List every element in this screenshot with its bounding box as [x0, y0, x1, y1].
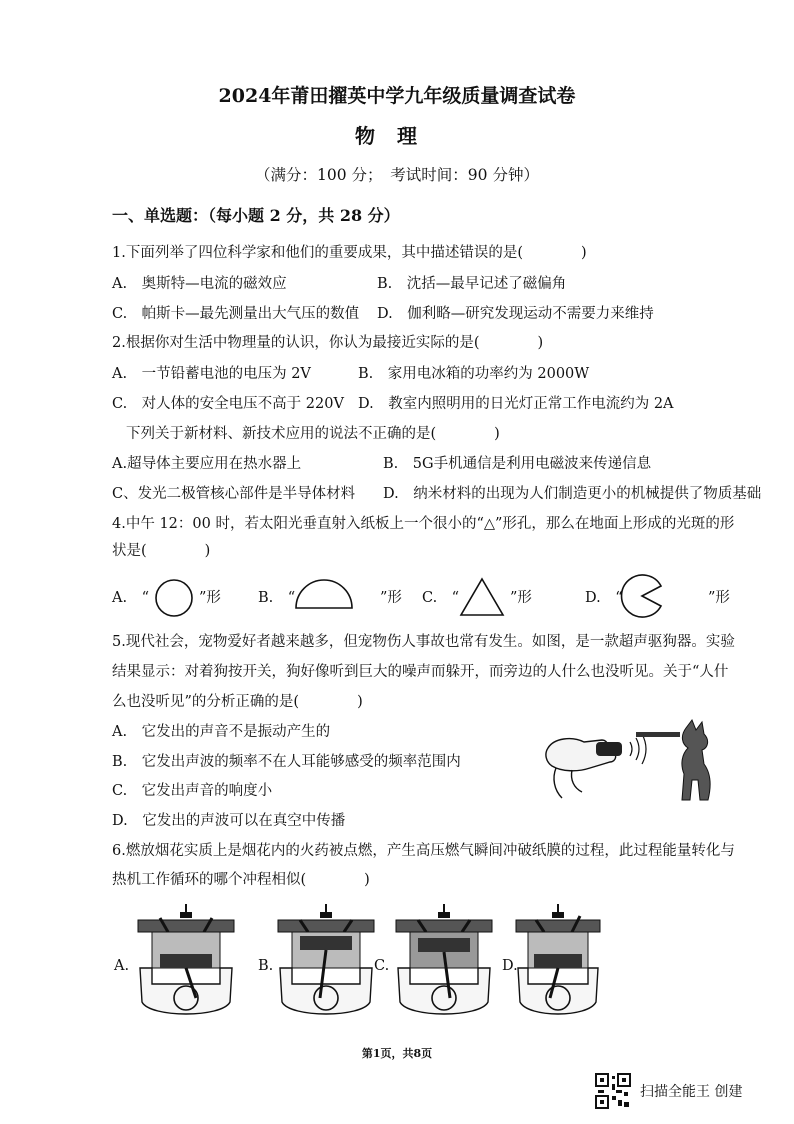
engine-stroke-d-diagram [510, 902, 606, 1022]
qr-code-icon [594, 1072, 632, 1110]
q2-option-c: C. 对人体的安全电压不高于 220V [112, 396, 344, 412]
q1-option-d: D. 伽利略—研究发现运动不需要力来维持 [377, 306, 654, 322]
q3-option-b: B. 5G手机通信是利用电磁波来传递信息 [383, 456, 652, 472]
q2-option-a: A. 一节铅蓄电池的电压为 2V [112, 366, 311, 382]
engine-stroke-c-diagram [388, 902, 500, 1022]
q4-option-a-prefix: A. “ [112, 590, 149, 606]
q5-option-c: C. 它发出声音的响度小 [112, 783, 273, 799]
q1-stem: 1.下面列举了四位科学家和他们的重要成果，其中描述错误的是( ) [112, 245, 587, 261]
engine-stroke-a-diagram [130, 902, 242, 1022]
q6-label-b: B. [258, 958, 274, 974]
q6-label-c: C. [374, 958, 390, 974]
q4-option-b-prefix: B. “ [258, 590, 296, 606]
q4-option-c-suffix: ”形 [510, 590, 532, 606]
q6-stem-line2: 热机工作循环的哪个冲程相似( ) [112, 872, 370, 888]
engine-stroke-b-diagram [270, 902, 382, 1022]
q1-option-a: A. 奥斯特—电流的磁效应 [112, 276, 287, 292]
q6-label-d: D. [502, 958, 518, 974]
q2-option-b: B. 家用电冰箱的功率约为 2000W [358, 366, 590, 382]
q6-stem-line1: 6.燃放烟花实质上是烟花内的火药被点燃，产生高压燃气瞬间冲破纸膜的过程，此过程能量转化与 [112, 843, 735, 859]
q6-label-a: A. [114, 958, 130, 974]
q5-stem-line2: 结果显示：对着狗按开关，狗好像听到巨大的噪声而躲开，而旁边的人什么也没听见。关于“人什 [112, 664, 729, 680]
q4-option-d-prefix: D. “ [585, 590, 623, 606]
page-number: 第1页，共8页 [361, 1047, 433, 1060]
q5-stem-line1: 5.现代社会，宠物爱好者越来越多，但宠物伤人事故也常有发生。如图，是一款超声驱狗器。实验 [112, 634, 735, 650]
q1-option-c: C. 帕斯卡—最先测量出大气压的数值 [112, 306, 360, 322]
q4-option-b-suffix: ”形 [380, 590, 402, 606]
q2-stem: 2.根据你对生活中物理量的认识，你认为最接近实际的是( ) [112, 335, 544, 351]
q5-option-a: A. 它发出的声音不是振动产生的 [112, 724, 331, 740]
q3-stem: 下列关于新材料、新技术应用的说法不正确的是( ) [126, 426, 500, 442]
q4-stem-line1: 4.中午 12：00 时，若太阳光垂直射入纸板上一个很小的“△”形孔，那么在地面上形成的光斑的形 [112, 516, 735, 532]
exam-title: 2024年莆田擢英中学九年级质量调查试卷 [218, 85, 576, 107]
scanner-badge-text: 扫描全能王 创建 [640, 1084, 743, 1100]
q4-stem-line2: 状是( ) [112, 543, 211, 559]
dog-repeller-illustration [542, 718, 722, 806]
pacman-shape-icon [618, 572, 666, 620]
q1-option-b: B. 沈括—最早记述了磁偏角 [377, 276, 567, 292]
q5-stem-line3: 么也没听见”的分析正确的是( ) [112, 694, 363, 710]
triangle-shape-icon [458, 576, 506, 618]
score-info: （满分：100 分； 考试时间：90 分钟） [255, 166, 539, 184]
q4-option-d-suffix: ”形 [708, 590, 730, 606]
q3-option-d: D. 纳米材料的出现为人们制造更小的机械提供了物质基础 [383, 486, 762, 502]
q4-option-a-suffix: ”形 [199, 590, 221, 606]
subject-title: 物理 [355, 124, 439, 148]
circle-shape-icon [152, 576, 196, 620]
q3-option-c: C、发光二极管核心部件是半导体材料 [112, 486, 356, 502]
q2-option-d: D. 教室内照明用的日光灯正常工作电流约为 2A [358, 396, 674, 412]
section-title: 一、单选题：（每小题 2 分，共 28 分） [112, 206, 400, 225]
q5-option-d: D. 它发出的声波可以在真空中传播 [112, 813, 346, 829]
q4-option-c-prefix: C. “ [422, 590, 460, 606]
semicircle-shape-icon [293, 576, 355, 612]
q5-option-b: B. 它发出声波的频率不在人耳能够感受的频率范围内 [112, 754, 461, 770]
q3-option-a: A.超导体主要应用在热水器上 [112, 456, 302, 472]
